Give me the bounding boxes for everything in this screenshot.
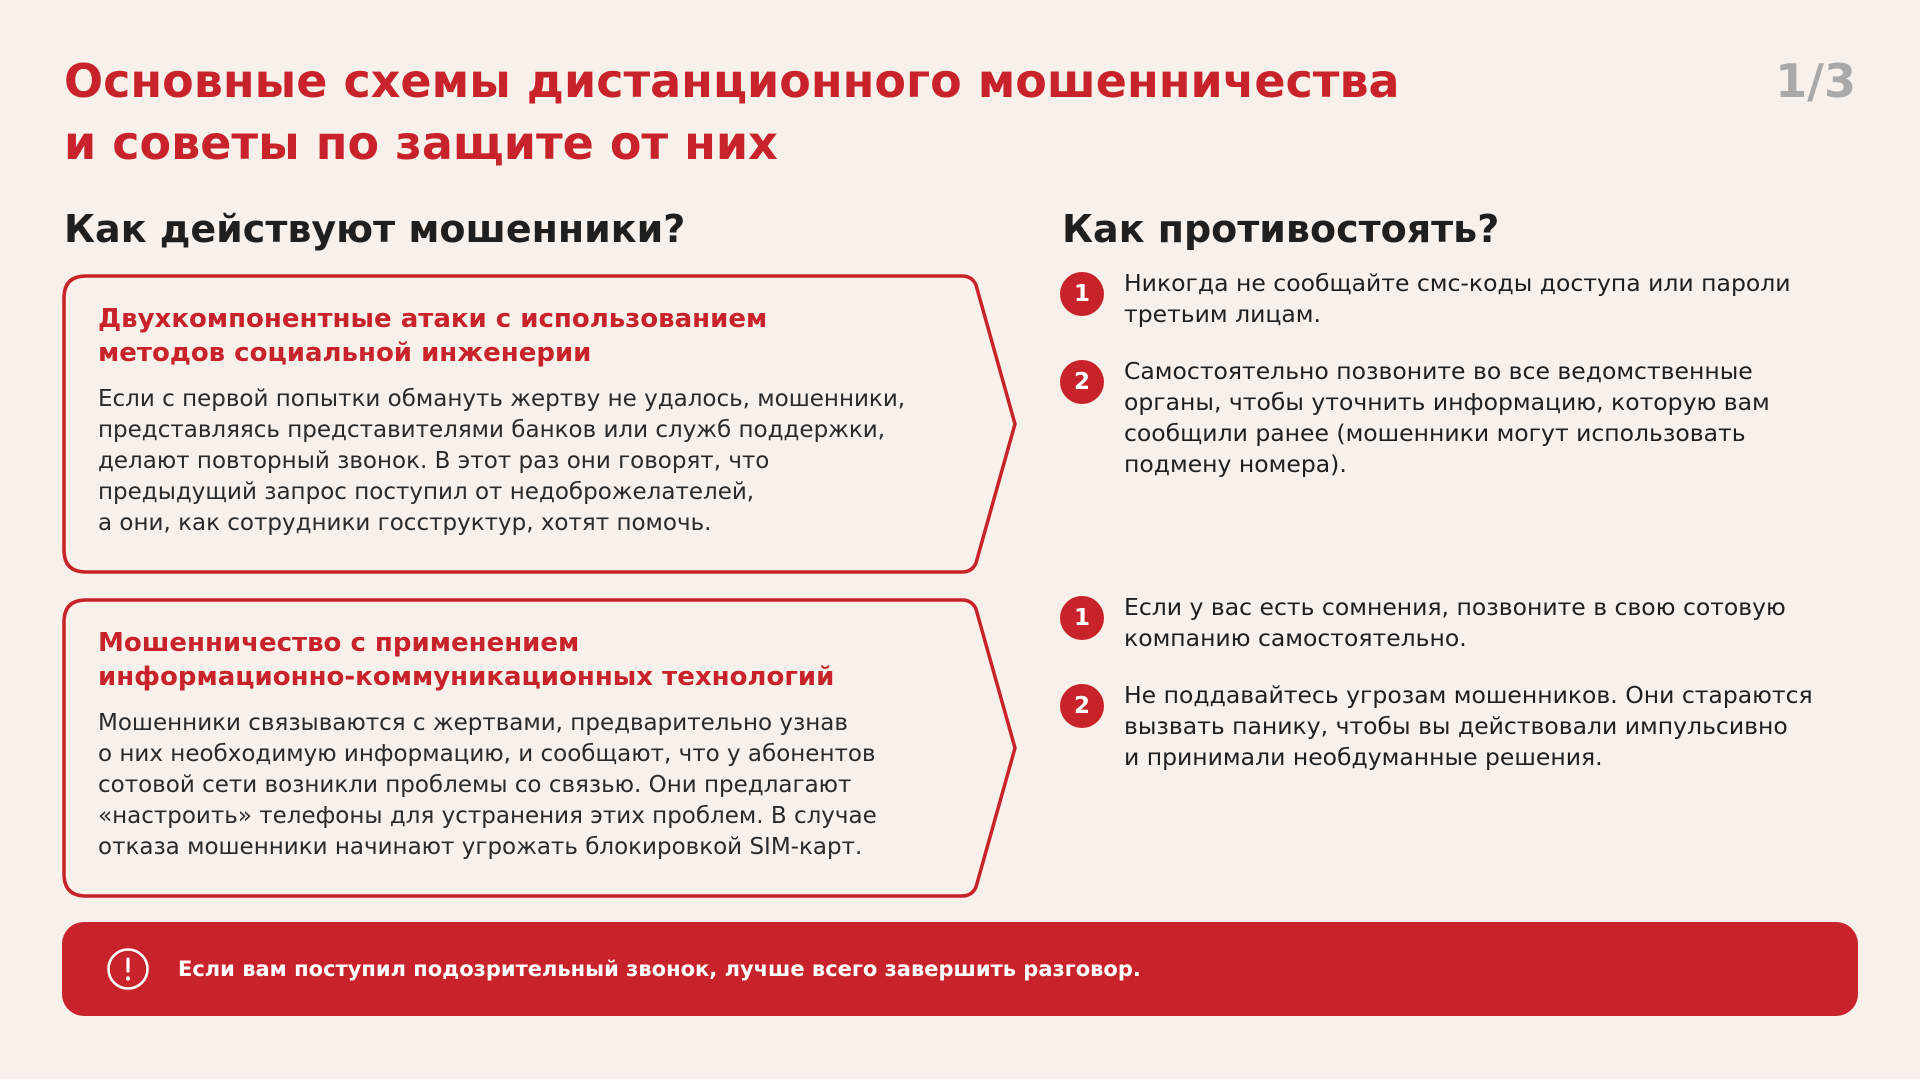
card-text-line: Мошенники связываются с жертвами, предварительно узнав — [98, 710, 848, 736]
card-title — [98, 626, 948, 694]
exclamation-circle-icon — [106, 947, 150, 991]
tip-item — [1060, 680, 1860, 773]
card-title-line: Мошенничество с применением — [98, 628, 580, 658]
page-indicator: 1/3 — [1775, 54, 1856, 108]
page-title — [64, 50, 1564, 174]
tip-text-line: вызвать панику, чтобы вы действовали импульсивно — [1124, 712, 1788, 740]
tip-text-line: третьим лицам. — [1124, 300, 1321, 328]
tip-item — [1060, 268, 1860, 330]
tip-text — [1124, 356, 1860, 480]
warning-banner — [62, 922, 1858, 1016]
page-title-line: Основные схемы дистанционного мошенничества — [64, 54, 1400, 108]
card-description — [98, 708, 948, 863]
card-title-line: информационно-коммуникационных технологий — [98, 662, 835, 692]
card-text-line: делают повторный звонок. В этот раз они говорят, что — [98, 448, 770, 474]
warning-banner-text: Если вам поступил подозрительный звонок, лучше всего завершить разговор. — [178, 957, 1141, 981]
scheme-card-2 — [62, 598, 1018, 898]
tip-text — [1124, 680, 1860, 773]
tip-text — [1124, 268, 1860, 330]
tip-text-line: Если у вас есть сомнения, позвоните в свою сотовую — [1124, 593, 1786, 621]
tip-item — [1060, 592, 1860, 654]
card-text-line: а они, как сотрудники госструктур, хотят помочь. — [98, 510, 712, 536]
tip-text-line: Никогда не сообщайте смс-коды доступа или пароли — [1124, 269, 1791, 297]
tip-text-line: сообщили ранее (мошенники могут использовать — [1124, 419, 1746, 447]
card-text-line: сотовой сети возникли проблемы со связью. Они предлагают — [98, 772, 852, 798]
tip-number-badge: 2 — [1060, 684, 1104, 728]
card-text-line: Если с первой попытки обмануть жертву не удалось, мошенники, — [98, 386, 906, 412]
tip-text-line: Самостоятельно позвоните во все ведомственные — [1124, 357, 1753, 385]
tip-number-badge: 1 — [1060, 596, 1104, 640]
tips-group-2 — [1060, 592, 1860, 799]
tip-text-line: органы, чтобы уточнить информацию, которую вам — [1124, 388, 1770, 416]
card-text-line: отказа мошенники начинают угрожать блокировкой SIM-карт. — [98, 834, 863, 860]
card-content — [98, 302, 948, 539]
page-title-line: и советы по защите от них — [64, 116, 778, 170]
tip-number-badge: 1 — [1060, 272, 1104, 316]
card-text-line: «настроить» телефоны для устранения этих проблем. В случае — [98, 803, 877, 829]
card-text-line: предыдущий запрос поступил от недоброжелателей, — [98, 479, 755, 505]
card-text-line: о них необходимую информацию, и сообщают, что у абонентов — [98, 741, 876, 767]
tip-text-line: и принимали необдуманные решения. — [1124, 743, 1603, 771]
tips-group-1 — [1060, 268, 1860, 506]
right-column-heading: Как противостоять? — [1062, 207, 1500, 251]
tip-text-line: компанию самостоятельно. — [1124, 624, 1467, 652]
card-content — [98, 626, 948, 863]
tip-item — [1060, 356, 1860, 480]
card-title-line: методов социальной инженерии — [98, 338, 592, 368]
tip-number-badge: 2 — [1060, 360, 1104, 404]
scheme-card-1 — [62, 274, 1018, 574]
tip-text — [1124, 592, 1860, 654]
card-title-line: Двухкомпонентные атаки с использованием — [98, 304, 768, 334]
card-title — [98, 302, 948, 370]
card-text-line: представляясь представителями банков или служб поддержки, — [98, 417, 886, 443]
left-column-heading: Как действуют мошенники? — [64, 207, 686, 251]
tip-text-line: подмену номера). — [1124, 450, 1347, 478]
card-description — [98, 384, 948, 539]
tip-text-line: Не поддавайтесь угрозам мошенников. Они стараются — [1124, 681, 1813, 709]
